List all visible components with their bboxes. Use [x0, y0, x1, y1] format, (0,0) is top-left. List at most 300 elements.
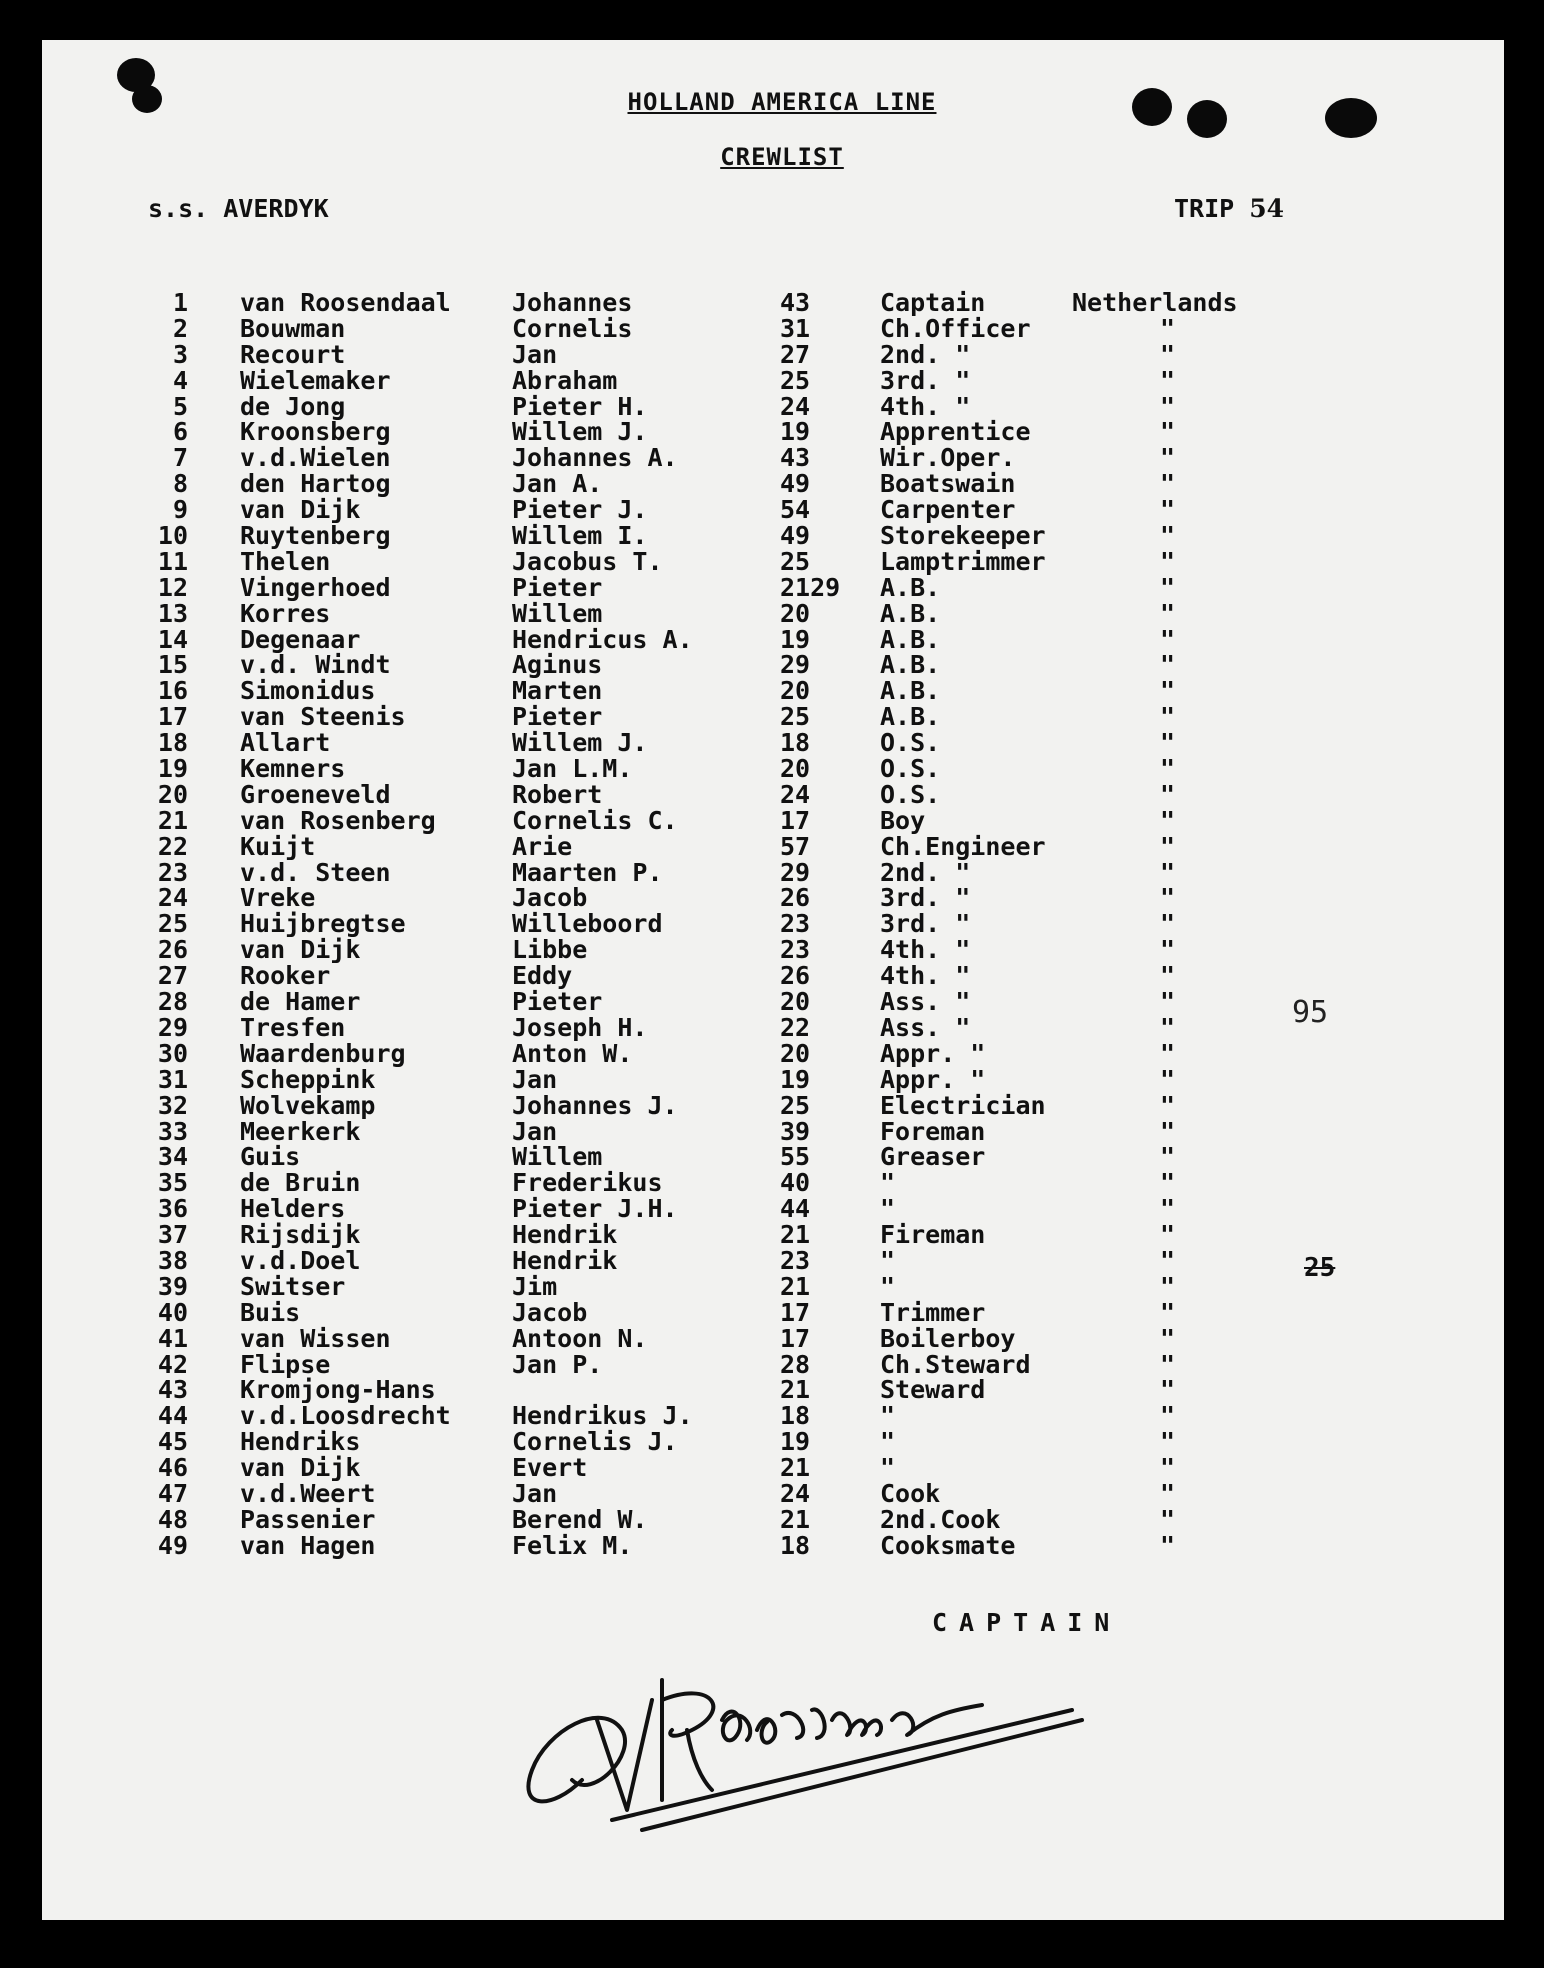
crew-nationality: " [1160, 443, 1176, 473]
crew-rank: Boy [880, 805, 926, 835]
crew-age: 55 [780, 1142, 811, 1172]
trip-number: 54 [1249, 194, 1285, 223]
crew-number: 1 [172, 288, 188, 317]
crew-rank: 2nd. " [880, 339, 971, 369]
crew-nationality: " [1160, 1427, 1176, 1457]
crew-rank: Boatswain [880, 469, 1016, 499]
crew-surname: Kromjong-Hans [240, 1375, 436, 1405]
crew-given-name: Evert [512, 1453, 588, 1483]
crew-surname: van Rosenberg [240, 805, 436, 835]
crew-given-name: Jan L.M. [512, 754, 633, 784]
crew-surname: v.d.Weert [240, 1478, 376, 1508]
crew-age: 28 [780, 1349, 811, 1379]
crew-nationality: " [1160, 650, 1176, 680]
crew-given-name: Jan [512, 339, 558, 369]
ink-blot-top-right [1325, 98, 1377, 138]
crew-age: 26 [780, 883, 811, 913]
crew-rank: O.S. [880, 779, 941, 809]
crew-nationality: " [1160, 1271, 1176, 1301]
crew-surname: Thelen [240, 546, 331, 576]
crew-age: 21 [780, 1271, 811, 1301]
crew-age: 17 [780, 1297, 811, 1327]
crew-nationality: " [1160, 391, 1176, 421]
crew-number: 41 [157, 1323, 188, 1353]
crew-given-name: Pieter [512, 987, 603, 1017]
crew-row [42, 1323, 1504, 1353]
crew-age: 49 [780, 469, 811, 499]
crew-age: 19 [780, 624, 811, 654]
crew-given-name: Hendrik [512, 1220, 618, 1250]
crew-row [42, 624, 1504, 654]
crew-row [42, 754, 1504, 784]
crew-rank: Appr. " [880, 1038, 986, 1068]
crew-given-name: Berend W. [512, 1504, 648, 1534]
crew-row [42, 365, 1504, 395]
crew-row [42, 1194, 1504, 1224]
crew-given-name: Willem [512, 598, 603, 628]
crew-given-name: Jan [512, 1116, 558, 1146]
crew-row [42, 1401, 1504, 1431]
crew-age: 40 [780, 1168, 811, 1198]
crew-number: 29 [157, 1012, 188, 1042]
punch-hole-2 [1187, 100, 1227, 138]
crew-given-name: Hendrikus J. [512, 1401, 693, 1431]
crew-nationality: " [1160, 728, 1176, 758]
crew-age: 19 [780, 417, 811, 447]
crew-age: 20 [780, 987, 811, 1017]
crew-age: 31 [780, 313, 811, 343]
struck-note: 25 [1304, 1253, 1336, 1283]
crew-surname: v.d. Steen [240, 857, 391, 887]
crew-given-name: Johannes [512, 288, 633, 317]
crew-row [42, 1375, 1504, 1405]
crew-age: 20 [780, 598, 811, 628]
crew-nationality: " [1160, 572, 1176, 602]
crew-given-name: Antoon N. [512, 1323, 648, 1353]
crew-surname: van Dijk [240, 935, 361, 965]
crew-row [42, 469, 1504, 499]
crew-surname: v.d.Doel [240, 1245, 361, 1275]
crew-nationality: " [1160, 754, 1176, 784]
crew-rank: Electrician [880, 1090, 1046, 1120]
crew-row [42, 1349, 1504, 1379]
crew-surname: v.d.Wielen [240, 443, 391, 473]
crew-number: 6 [172, 417, 188, 447]
crew-rank: " [880, 1168, 896, 1198]
crew-given-name: Hendrik [512, 1245, 618, 1275]
crew-given-name: Johannes A. [512, 443, 678, 473]
crew-surname: Flipse [240, 1349, 331, 1379]
crew-given-name: Felix M. [512, 1530, 633, 1560]
crew-nationality: " [1160, 883, 1176, 913]
crew-rank: Wir.Oper. [880, 443, 1016, 473]
crew-surname: v.d.Loosdrecht [240, 1401, 451, 1431]
crew-nationality: " [1160, 1116, 1176, 1146]
crew-rank: Ass. " [880, 1012, 971, 1042]
crew-surname: Korres [240, 598, 331, 628]
crew-surname: Wielemaker [240, 365, 391, 395]
crew-rank: A.B. [880, 624, 941, 654]
crew-age: 17 [780, 805, 811, 835]
crew-row [42, 702, 1504, 732]
crew-row [42, 805, 1504, 835]
crew-rank: A.B. [880, 702, 941, 732]
crew-rank: Cooksmate [880, 1530, 1016, 1560]
crew-surname: van Roosendaal [240, 288, 451, 317]
crew-row [42, 779, 1504, 809]
crew-surname: Tresfen [240, 1012, 346, 1042]
crew-given-name: Jan [512, 1064, 558, 1094]
crew-rank: O.S. [880, 728, 941, 758]
ship-name: s.s. AVERDYK [148, 194, 329, 223]
crew-row [42, 1090, 1504, 1120]
crew-row [42, 728, 1504, 758]
trip-info [1174, 194, 1284, 223]
crew-given-name: Jim [512, 1271, 558, 1301]
crew-given-name: Cornelis C. [512, 805, 678, 835]
crew-given-name: Pieter [512, 572, 603, 602]
crew-row [42, 1168, 1504, 1198]
crew-rank: " [880, 1427, 896, 1457]
crew-age: 21 [780, 1453, 811, 1483]
crew-surname: Groeneveld [240, 779, 391, 809]
crew-nationality: " [1160, 1478, 1176, 1508]
crew-row [42, 1297, 1504, 1327]
crew-number: 31 [157, 1064, 188, 1094]
crew-given-name: Pieter J. [512, 495, 648, 525]
crew-surname: Kroonsberg [240, 417, 391, 447]
crew-row [42, 1530, 1504, 1560]
crew-surname: Bouwman [240, 313, 346, 343]
crew-number: 16 [157, 676, 188, 706]
crew-number: 28 [157, 987, 188, 1017]
crew-age: 23 [780, 935, 811, 965]
crew-given-name: Joseph H. [512, 1012, 648, 1042]
crew-given-name: Arie [512, 831, 573, 861]
crew-given-name: Cornelis [512, 313, 633, 343]
document-page [42, 40, 1504, 1920]
crew-given-name: Jacob [512, 1297, 588, 1327]
crew-row [42, 935, 1504, 965]
crew-number: 5 [172, 391, 188, 421]
crew-surname: Rijsdijk [240, 1220, 361, 1250]
crew-rank: 4th. " [880, 935, 971, 965]
crew-surname: Recourt [240, 339, 346, 369]
crew-given-name: Hendricus A. [512, 624, 693, 654]
crew-given-name: Marten [512, 676, 603, 706]
crew-number: 42 [157, 1349, 188, 1379]
crew-surname: de Bruin [240, 1168, 361, 1198]
crew-given-name: Eddy [512, 961, 573, 991]
crew-rank: " [880, 1453, 896, 1483]
crew-surname: Buis [240, 1297, 301, 1327]
crew-age: 26 [780, 961, 811, 991]
crew-given-name: Frederikus [512, 1168, 663, 1198]
crew-age: 54 [780, 495, 811, 525]
crew-age: 29 [780, 650, 811, 680]
crew-surname: Hendriks [240, 1427, 361, 1457]
crew-rank: 3rd. " [880, 365, 971, 395]
crew-nationality: " [1160, 598, 1176, 628]
crew-number: 8 [172, 469, 188, 499]
crew-nationality: " [1160, 1297, 1176, 1327]
crew-nationality: " [1160, 1504, 1176, 1534]
crew-number: 24 [157, 883, 188, 913]
captain-signature [512, 1660, 1092, 1840]
crew-age: 19 [780, 1064, 811, 1094]
crew-table [42, 288, 1504, 1560]
crew-age: 17 [780, 1323, 811, 1353]
crew-given-name: Abraham [512, 365, 618, 395]
crew-number: 36 [157, 1194, 188, 1224]
crew-rank: Fireman [880, 1220, 986, 1250]
crew-nationality: " [1160, 469, 1176, 499]
crew-rank: Lamptrimmer [880, 546, 1046, 576]
crew-nationality: " [1160, 1453, 1176, 1483]
crew-row [42, 1038, 1504, 1068]
ink-blot-top-left-2 [132, 85, 162, 113]
crew-surname: Kuijt [240, 831, 316, 861]
crew-surname: de Hamer [240, 987, 361, 1017]
crew-age: 21 [780, 1220, 811, 1250]
crew-nationality: " [1160, 961, 1176, 991]
crew-number: 21 [157, 805, 188, 835]
crew-number: 18 [157, 728, 188, 758]
crew-nationality: " [1160, 1375, 1176, 1405]
crew-rank: " [880, 1401, 896, 1431]
crew-age: 22 [780, 1012, 811, 1042]
crew-given-name: Willem J. [512, 728, 648, 758]
crew-surname: Vreke [240, 883, 316, 913]
crew-number: 30 [157, 1038, 188, 1068]
crew-rank: Ch.Steward [880, 1349, 1031, 1379]
crew-age: 24 [780, 1478, 811, 1508]
crew-nationality: " [1160, 702, 1176, 732]
crew-number: 9 [172, 495, 188, 525]
crew-age: 29 [780, 857, 811, 887]
crew-row [42, 1504, 1504, 1534]
crew-age: 18 [780, 1401, 811, 1431]
crew-age: 44 [780, 1194, 811, 1224]
crew-row [42, 1245, 1504, 1275]
crew-row [42, 495, 1504, 525]
crew-given-name: Jacobus T. [512, 546, 663, 576]
crew-rank: Trimmer [880, 1297, 986, 1327]
crew-surname: Waardenburg [240, 1038, 406, 1068]
crew-surname: Wolvekamp [240, 1090, 376, 1120]
crew-nationality: " [1160, 1168, 1176, 1198]
crew-given-name: Libbe [512, 935, 588, 965]
crew-age: 20 [780, 1038, 811, 1068]
crew-number: 39 [157, 1271, 188, 1301]
crew-row [42, 831, 1504, 861]
crew-surname: den Hartog [240, 469, 391, 499]
crew-nationality: " [1160, 805, 1176, 835]
crew-age: 23 [780, 909, 811, 939]
list-title: CREWLIST [720, 143, 844, 171]
crew-rank: 2nd. " [880, 857, 971, 887]
crew-number: 46 [157, 1453, 188, 1483]
crew-nationality: " [1160, 779, 1176, 809]
crew-surname: van Wissen [240, 1323, 391, 1353]
crew-given-name: Pieter [512, 702, 603, 732]
crew-row [42, 1478, 1504, 1508]
crew-number: 19 [157, 754, 188, 784]
crew-age: 20 [780, 676, 811, 706]
crew-age: 19 [780, 1427, 811, 1457]
crew-age: 24 [780, 779, 811, 809]
crew-number: 43 [157, 1375, 188, 1405]
crew-number: 44 [157, 1401, 188, 1431]
crew-given-name: Willem J. [512, 417, 648, 447]
crew-nationality: " [1160, 1142, 1176, 1172]
crew-nationality: " [1160, 1064, 1176, 1094]
crew-row [42, 1453, 1504, 1483]
crew-number: 34 [157, 1142, 188, 1172]
crew-number: 11 [157, 546, 188, 576]
crew-row [42, 676, 1504, 706]
crew-row [42, 391, 1504, 421]
crew-number: 26 [157, 935, 188, 965]
crew-row [42, 857, 1504, 887]
crew-surname: Huijbregtse [240, 909, 406, 939]
crew-nationality: " [1160, 1038, 1176, 1068]
crew-surname: van Dijk [240, 1453, 361, 1483]
crew-age: 39 [780, 1116, 811, 1146]
crew-row [42, 961, 1504, 991]
crew-row [42, 521, 1504, 551]
crew-age: 20 [780, 754, 811, 784]
crew-age: 18 [780, 1530, 811, 1560]
crew-row [42, 598, 1504, 628]
crew-rank: Steward [880, 1375, 986, 1405]
crew-surname: Guis [240, 1142, 301, 1172]
crew-number: 45 [157, 1427, 188, 1457]
crew-rank: 3rd. " [880, 909, 971, 939]
crew-row [42, 987, 1504, 1017]
crew-age: 57 [780, 831, 811, 861]
crew-given-name: Pieter H. [512, 391, 648, 421]
crew-number: 32 [157, 1090, 188, 1120]
crew-nationality: " [1160, 521, 1176, 551]
crew-number: 48 [157, 1504, 188, 1534]
crew-surname: van Dijk [240, 495, 361, 525]
crew-given-name: Pieter J.H. [512, 1194, 678, 1224]
crew-surname: v.d. Windt [240, 650, 391, 680]
crew-age: 43 [780, 288, 811, 317]
crew-rank: 3rd. " [880, 883, 971, 913]
crew-surname: Meerkerk [240, 1116, 361, 1146]
crew-number: 7 [172, 443, 188, 473]
crew-nationality: " [1160, 624, 1176, 654]
crew-age: 25 [780, 702, 811, 732]
crew-surname: Helders [240, 1194, 346, 1224]
punch-hole-1 [1132, 88, 1172, 126]
crew-surname: Degenaar [240, 624, 361, 654]
crew-given-name: Jan P. [512, 1349, 603, 1379]
crew-age: 21 [780, 1504, 811, 1534]
crew-given-name: Willeboord [512, 909, 663, 939]
crew-nationality: " [1160, 1220, 1176, 1250]
crew-nationality: " [1160, 1530, 1176, 1560]
crew-surname: de Jong [240, 391, 346, 421]
crew-age: 25 [780, 365, 811, 395]
crew-surname: Vingerhoed [240, 572, 391, 602]
crew-number: 27 [157, 961, 188, 991]
crew-rank: Cook [880, 1478, 941, 1508]
company-title: HOLLAND AMERICA LINE [627, 88, 937, 116]
crew-number: 10 [157, 521, 188, 551]
crew-number: 22 [157, 831, 188, 861]
crew-age: 24 [780, 391, 811, 421]
crew-nationality: " [1160, 339, 1176, 369]
crew-nationality: " [1160, 935, 1176, 965]
crew-given-name: Anton W. [512, 1038, 633, 1068]
crew-age: 49 [780, 521, 811, 551]
crew-rank: 2nd.Cook [880, 1504, 1001, 1534]
crew-rank: A.B. [880, 650, 941, 680]
crew-row [42, 546, 1504, 576]
crew-number: 37 [157, 1220, 188, 1250]
crew-rank: O.S. [880, 754, 941, 784]
crew-nationality: " [1160, 546, 1176, 576]
crew-nationality: " [1160, 1194, 1176, 1224]
crew-age: 25 [780, 1090, 811, 1120]
crew-given-name: Jan A. [512, 469, 603, 499]
crew-surname: van Steenis [240, 702, 406, 732]
crew-rank: Carpenter [880, 495, 1016, 525]
crew-given-name: Willem [512, 1142, 603, 1172]
crew-nationality: " [1160, 831, 1176, 861]
crew-row [42, 443, 1504, 473]
crew-rank: Ch.Engineer [880, 831, 1046, 861]
crew-age: 43 [780, 443, 811, 473]
crew-number: 13 [157, 598, 188, 628]
crew-age: 21 [780, 1375, 811, 1405]
crew-surname: Switser [240, 1271, 346, 1301]
crew-given-name: Cornelis J. [512, 1427, 678, 1457]
crew-given-name: Jacob [512, 883, 588, 913]
crew-number: 20 [157, 779, 188, 809]
crew-rank: Storekeeper [880, 521, 1046, 551]
crew-rank: A.B. [880, 676, 941, 706]
crew-rank: Boilerboy [880, 1323, 1016, 1353]
crew-row [42, 288, 1504, 317]
crew-given-name: Jan [512, 1478, 558, 1508]
crew-row [42, 883, 1504, 913]
crew-rank: " [880, 1271, 896, 1301]
crew-rank: " [880, 1245, 896, 1275]
crew-surname: van Hagen [240, 1530, 376, 1560]
crew-row [42, 1116, 1504, 1146]
crew-nationality: " [1160, 1090, 1176, 1120]
crew-rank: Ch.Officer [880, 313, 1031, 343]
crew-nationality: " [1160, 1401, 1176, 1431]
crew-row [42, 1142, 1504, 1172]
crew-rank: " [880, 1194, 896, 1224]
crew-nationality: " [1160, 365, 1176, 395]
crew-row [42, 313, 1504, 343]
crew-row [42, 1271, 1504, 1301]
crew-number: 33 [157, 1116, 188, 1146]
crew-number: 15 [157, 650, 188, 680]
crew-number: 35 [157, 1168, 188, 1198]
crew-number: 40 [157, 1297, 188, 1327]
crew-number: 17 [157, 702, 188, 732]
crew-nationality: " [1160, 1245, 1176, 1275]
crew-nationality: " [1160, 857, 1176, 887]
crew-nationality: " [1160, 495, 1176, 525]
